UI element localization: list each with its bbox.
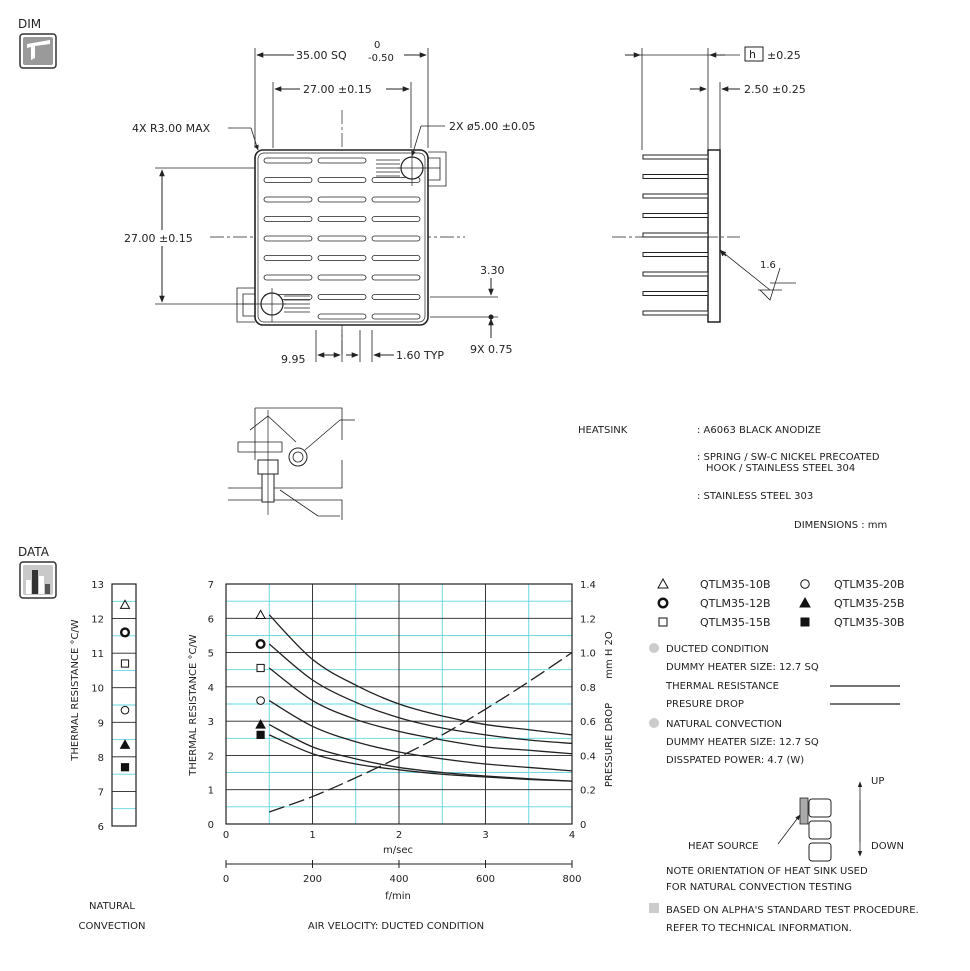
orientation-note-1: NOTE ORIENTATION OF HEAT SINK USED: [666, 866, 868, 877]
fin-pitch-dimension: 1.60 TYP: [396, 349, 445, 362]
y-tick-label: 8: [97, 752, 104, 764]
circle-bold-marker: [659, 599, 668, 608]
fin-slot: [264, 158, 312, 163]
side-fin: [643, 214, 708, 218]
y-tick-label: 7: [97, 787, 104, 799]
data-section-label: DATA: [18, 545, 49, 559]
fin-slot: [372, 314, 420, 319]
footnote-bullet-icon: [649, 903, 659, 913]
fin-slot: [318, 314, 366, 319]
ducted-chart-ylabel: THERMAL RESISTANCE °C/W: [188, 634, 199, 776]
footnote-1: BASED ON ALPHA'S STANDARD TEST PROCEDURE.: [666, 905, 919, 916]
y-tick-label: 12: [91, 614, 104, 626]
y2-tick-label: 0.6: [580, 717, 596, 729]
fin-slot: [264, 275, 312, 280]
natural-convection-chart: [91, 580, 136, 833]
heat-source-label: HEAT SOURCE: [688, 841, 759, 852]
fin-slot: [264, 217, 312, 222]
natural-chart-xlabel-1: NATURAL: [89, 901, 135, 912]
x2-tick-label: 400: [389, 874, 409, 885]
pressure-drop-key: PRESURE DROP: [666, 699, 744, 710]
fin-slots: [264, 158, 420, 319]
thermal-resistance-key: THERMAL RESISTANCE: [666, 681, 779, 692]
hole-diameter-note: 2X ø5.00 ±0.05: [449, 120, 536, 133]
surface-finish-value: 1.6: [760, 260, 776, 271]
caliper-icon: [20, 34, 56, 68]
triangle-open-marker: [658, 579, 668, 588]
ducted-chart-bottom-label: AIR VELOCITY: DUCTED CONDITION: [307, 921, 485, 932]
height-tolerance-box: h: [749, 48, 756, 61]
x2-tick-label: 800: [562, 874, 582, 885]
screw-material: : STAINLESS STEEL 303: [697, 491, 814, 502]
x-tick-label: 2: [395, 830, 403, 841]
fin-slot: [318, 256, 366, 261]
orientation-sketch: [778, 782, 860, 861]
legend-item-label: QTLM35-10B: [700, 578, 771, 591]
square-filled-marker: [257, 731, 264, 738]
left-offset-dimension: 9.95: [281, 353, 306, 366]
y-tick-label: 0: [207, 820, 214, 831]
x-tick-label: 0: [222, 830, 230, 841]
bar-chart-icon: [20, 562, 56, 598]
y2-tick-label: 0.4: [580, 751, 596, 763]
x2-tick-label: 600: [475, 874, 496, 885]
circle-bold-marker: [257, 640, 265, 648]
triangle-open-marker: [256, 610, 265, 618]
ducted-chart-x2label: f/min: [385, 891, 411, 902]
dim-section-label: DIM: [18, 17, 42, 31]
side-fin: [643, 233, 708, 237]
legend-item-label: QTLM35-20B: [834, 578, 905, 591]
ducted-chart-y2label: PRESSURE DROP: [604, 702, 615, 788]
natural-convection-title: NATURAL CONVECTION: [666, 719, 782, 730]
pressure-drop-curve: [269, 653, 572, 812]
side-fin: [643, 155, 708, 159]
height-dimension: 27.00 ±0.15: [124, 232, 193, 245]
legend-item-label: QTLM35-15B: [700, 616, 771, 629]
natural-bullet-icon: [649, 718, 659, 728]
thermal-resistance-curve: [269, 644, 572, 743]
ducted-chart-xlabel: m/sec: [383, 845, 413, 856]
y-tick-label: 13: [91, 580, 104, 591]
ducted-heater-size: DUMMY HEATER SIZE: 12.7 SQ: [666, 662, 819, 673]
orientation-down-label: DOWN: [871, 841, 904, 852]
y-tick-label: 3: [207, 717, 214, 729]
fin-slot: [264, 236, 312, 241]
fin-slot: [264, 256, 312, 261]
height-tolerance: ±0.25: [767, 49, 801, 62]
hook-material: HOOK / STAINLESS STEEL 304: [706, 463, 856, 474]
heatsink-material-label: HEATSINK: [578, 425, 628, 436]
dissipated-power: DISSPATED POWER: 4.7 (W): [666, 755, 805, 766]
y-tick-label: 2: [207, 751, 214, 763]
thermal-resistance-curve: [269, 735, 572, 781]
fin-width-dimension: 9X 0.75: [470, 343, 513, 356]
corner-radius-note: 4X R3.00 MAX: [132, 122, 211, 135]
fin-slot: [264, 178, 312, 183]
ducted-chart-y2label-unit: mm H 2O: [604, 631, 615, 679]
width-tolerance-upper: 0: [374, 40, 381, 51]
fin-slot: [318, 158, 366, 163]
fin-slot: [372, 217, 420, 222]
y-tick-label: 4: [207, 682, 214, 694]
x-tick-label: 1: [309, 830, 316, 841]
fin-slot: [318, 275, 366, 280]
fin-slot: [372, 236, 420, 241]
fin-slot: [318, 178, 366, 183]
square-open-marker: [659, 618, 667, 626]
side-fin: [643, 272, 708, 276]
side-fin: [643, 175, 708, 179]
circle-bold-marker: [121, 629, 129, 637]
base-thickness-dimension: 2.50 ±0.25: [744, 83, 806, 96]
y-tick-label: 11: [91, 649, 104, 661]
side-fin: [643, 194, 708, 198]
y-tick-label: 9: [97, 718, 104, 730]
ducted-condition-title: DUCTED CONDITION: [666, 644, 769, 655]
triangle-filled-marker: [121, 740, 130, 748]
side-fin: [643, 311, 708, 315]
natural-heater-size: DUMMY HEATER SIZE: 12.7 SQ: [666, 737, 819, 748]
y-tick-label: 7: [207, 580, 214, 591]
y2-tick-label: 1.4: [580, 580, 596, 591]
circle-open-marker: [257, 697, 265, 705]
units-note: DIMENSIONS : mm: [794, 520, 888, 531]
fin-slot: [318, 236, 366, 241]
x2-tick-label: 200: [302, 874, 323, 885]
heatsink-material: : A6063 BLACK ANODIZE: [697, 425, 822, 436]
footnote-2: REFER TO TECHNICAL INFORMATION.: [666, 923, 852, 934]
square-open-marker: [121, 660, 128, 667]
fin-slot: [372, 256, 420, 261]
y2-tick-label: 0.2: [580, 785, 596, 797]
fin-slot: [318, 295, 366, 300]
legend-item-label: QTLM35-30B: [834, 616, 905, 629]
inner-width-dimension: 27.00 ±0.15: [303, 83, 372, 96]
ducted-condition-chart: [208, 580, 596, 885]
y2-tick-label: 0.8: [580, 682, 596, 694]
fin-slot: [264, 197, 312, 202]
y-tick-label: 6: [207, 614, 214, 626]
y-tick-label: 1: [207, 785, 214, 797]
legend-item-label: QTLM35-25B: [834, 597, 905, 610]
width-tolerance-lower: -0.50: [368, 53, 394, 64]
side-fin: [643, 292, 708, 296]
fin-slot: [372, 197, 420, 202]
y-tick-label: 10: [91, 683, 104, 695]
square-filled-marker: [801, 618, 809, 626]
orientation-up-label: UP: [871, 776, 885, 787]
y2-tick-label: 0: [580, 820, 587, 831]
x2-tick-label: 0: [222, 874, 230, 885]
x-tick-label: 4: [568, 830, 576, 841]
natural-chart-xlabel-2: CONVECTION: [78, 921, 146, 932]
fin-gap-dimension: 3.30: [480, 264, 505, 277]
y-tick-label: 6: [97, 822, 104, 833]
fin-slot: [372, 295, 420, 300]
y2-tick-label: 1.2: [580, 614, 596, 626]
fin-slot: [318, 217, 366, 222]
triangle-filled-marker: [800, 598, 810, 607]
legend-item-label: QTLM35-12B: [700, 597, 771, 610]
x-tick-label: 3: [482, 830, 489, 841]
width-dimension: 35.00 SQ: [296, 49, 347, 62]
fin-slot: [318, 197, 366, 202]
thermal-resistance-curve: [269, 615, 572, 735]
clip-detail-view: [228, 408, 355, 520]
fin-slot: [372, 275, 420, 280]
natural-chart-ylabel: THERMAL RESISTANCE °C/W: [70, 619, 81, 761]
legend: [658, 578, 905, 629]
orientation-note-2: FOR NATURAL CONVECTION TESTING: [666, 882, 852, 893]
square-filled-marker: [121, 764, 128, 771]
y2-tick-label: 1.0: [580, 648, 596, 660]
y-tick-label: 5: [207, 648, 214, 660]
circle-open-marker: [801, 580, 810, 589]
circle-open-marker: [121, 706, 129, 714]
spring-material: : SPRING / SW-C NICKEL PRECOATED: [697, 452, 880, 463]
side-fin: [643, 253, 708, 257]
ducted-bullet-icon: [649, 643, 659, 653]
square-open-marker: [257, 664, 264, 671]
